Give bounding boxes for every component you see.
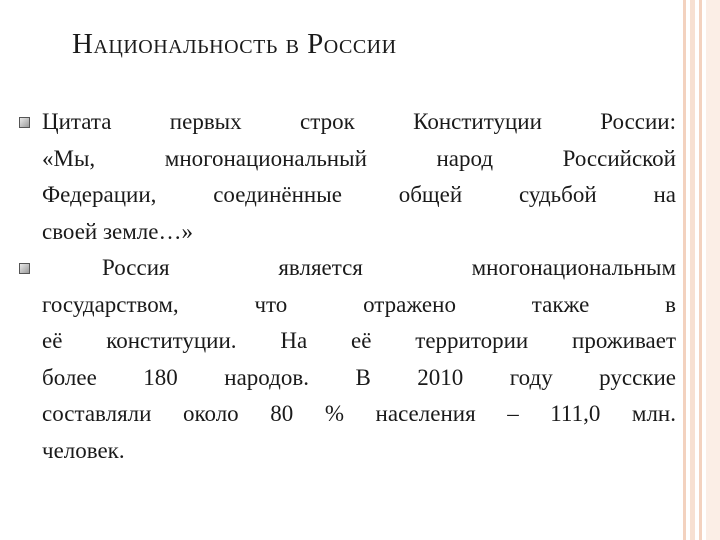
paragraph-line: своей земле…» (42, 218, 193, 244)
paragraph-line: человек. (42, 437, 125, 463)
bullet-paragraph-constitution (42, 104, 676, 250)
paragraph-line: Цитата первых строк Конституции России: (42, 109, 676, 134)
paragraph-line: её конституции. На её территории проживает (42, 328, 676, 353)
paragraph-line: более 180 народов. В 2010 году русские (42, 364, 676, 390)
paragraph-line: Федерации, соединённые общей судьбой на (42, 182, 676, 207)
decorative-border-stripe (699, 0, 702, 540)
decorative-border-stripe (706, 0, 720, 540)
square-bullet-icon (19, 117, 30, 128)
paragraph-line: «Мы, многонациональный народ Российской (42, 145, 676, 171)
decorative-border-stripe (683, 0, 686, 540)
square-bullet-icon (19, 263, 30, 274)
paragraph-line: Россия является многонациональным (102, 255, 676, 280)
slide-title: Национальность в России (72, 28, 397, 60)
bullet-paragraph-multinational (42, 250, 676, 469)
paragraph-line: составляли около 80 % населения – 111,0 млн. (42, 401, 676, 426)
decorative-border-stripe (690, 0, 695, 540)
paragraph-line: государством, что отражено также в (42, 291, 676, 317)
